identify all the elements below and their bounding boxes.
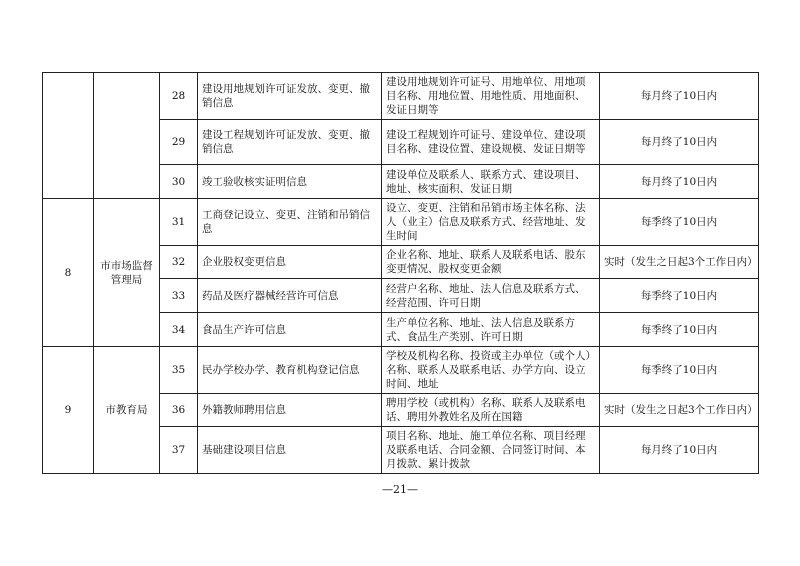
table-row — [43, 199, 759, 246]
frequency-cell: 每季终了10日内 — [600, 279, 759, 313]
department-cell: 市市场监督管理局 — [94, 199, 160, 347]
content-cell: 聘用学校（或机构）名称、联系人及联系电话、聘用外教姓名及所在国籍 — [382, 394, 600, 427]
table-row — [43, 73, 759, 120]
item-number-cell: 32 — [160, 246, 198, 279]
frequency-cell: 每季终了10日内 — [600, 313, 759, 347]
item-name-cell: 竣工验收核实证明信息 — [198, 165, 382, 199]
item-name-cell: 工商登记设立、变更、注销和吊销信息 — [198, 199, 382, 246]
content-cell: 建设工程规划许可证号、建设单位、建设项目名称、建设位置、建设规模、发证日期等 — [382, 120, 600, 165]
department-cell — [94, 73, 160, 199]
content-cell: 学校及机构名称、投资或主办单位（或个人）名称、联系人及联系电话、办学方向、设立时间、地址 — [382, 347, 600, 394]
item-number-cell: 36 — [160, 394, 198, 427]
frequency-cell: 实时（发生之日起3个工作日内） — [600, 394, 759, 427]
group-number-cell: 9 — [43, 347, 94, 474]
frequency-cell: 每月终了10日内 — [600, 120, 759, 165]
item-name-cell: 民办学校办学、教育机构登记信息 — [198, 347, 382, 394]
group-number-cell — [43, 73, 94, 199]
content-cell: 设立、变更、注销和吊销市场主体名称、法人（业主）信息及联系方式、经营地址、发生时间 — [382, 199, 600, 246]
item-number-cell: 34 — [160, 313, 198, 347]
table-row — [43, 347, 759, 394]
group-number-cell: 8 — [43, 199, 94, 347]
frequency-cell: 每季终了10日内 — [600, 347, 759, 394]
item-name-cell: 企业股权变更信息 — [198, 246, 382, 279]
content-cell: 建设单位及联系人、联系方式、建设项目、地址、核实面积、发证日期 — [382, 165, 600, 199]
item-name-cell: 药品及医疗器械经营许可信息 — [198, 279, 382, 313]
department-cell: 市教育局 — [94, 347, 160, 474]
item-number-cell: 35 — [160, 347, 198, 394]
item-number-cell: 30 — [160, 165, 198, 199]
frequency-cell: 每季终了10日内 — [600, 199, 759, 246]
item-number-cell: 28 — [160, 73, 198, 120]
item-name-cell: 建设工程规划许可证发放、变更、撤销信息 — [198, 120, 382, 165]
page-number: —21— — [382, 483, 418, 496]
frequency-cell: 每月终了10日内 — [600, 73, 759, 120]
content-cell: 经营户名称、地址、法人信息及联系方式、经营范围、许可日期 — [382, 279, 600, 313]
item-number-cell: 33 — [160, 279, 198, 313]
content-cell: 企业名称、地址、联系人及联系电话、股东变更情况、股权变更金额 — [382, 246, 600, 279]
item-number-cell: 37 — [160, 427, 198, 474]
item-name-cell: 食品生产许可信息 — [198, 313, 382, 347]
table-body — [43, 73, 759, 474]
item-number-cell: 31 — [160, 199, 198, 246]
info-table — [42, 72, 759, 474]
frequency-cell: 实时（发生之日起3个工作日内） — [600, 246, 759, 279]
frequency-cell: 每月终了10日内 — [600, 165, 759, 199]
content-cell: 项目名称、地址、施工单位名称、项目经理及联系电话、合同金额、合同签订时间、本月拨款、累计拨款 — [382, 427, 600, 474]
frequency-cell: 每月终了10日内 — [600, 427, 759, 474]
item-name-cell: 建设用地规划许可证发放、变更、撤销信息 — [198, 73, 382, 120]
content-cell: 建设用地规划许可证号、用地单位、用地项目名称、用地位置、用地性质、用地面积、发证日期等 — [382, 73, 600, 120]
item-name-cell: 基础建设项目信息 — [198, 427, 382, 474]
item-number-cell: 29 — [160, 120, 198, 165]
content-cell: 生产单位名称、地址、法人信息及联系方式、食品生产类别、许可日期 — [382, 313, 600, 347]
item-name-cell: 外籍教师聘用信息 — [198, 394, 382, 427]
